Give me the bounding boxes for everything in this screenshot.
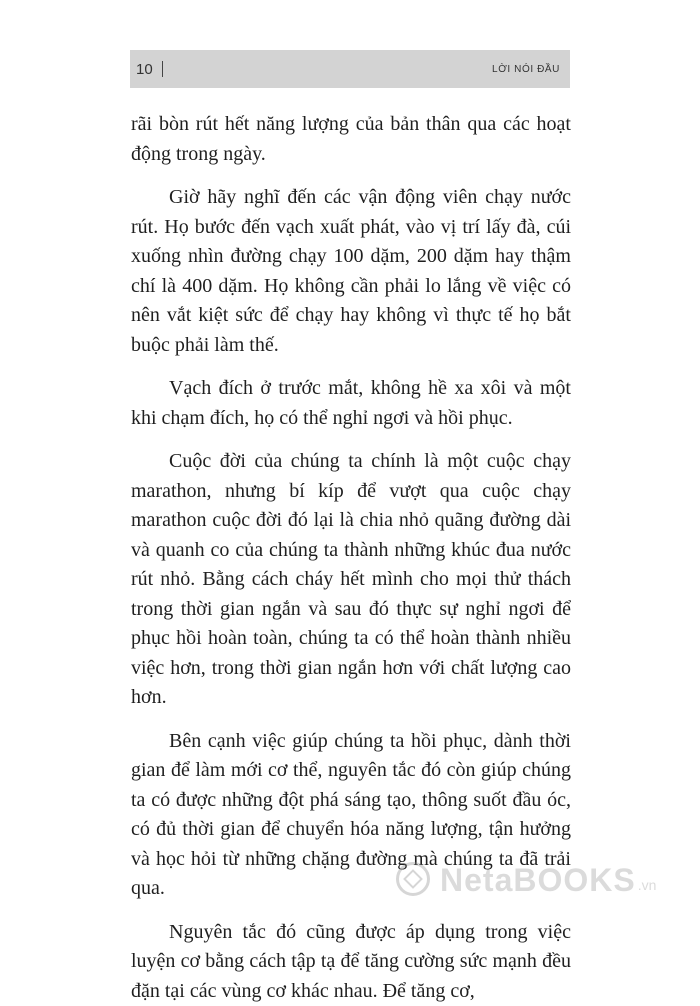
page-number bbox=[136, 61, 163, 78]
publisher-logo-icon bbox=[392, 858, 436, 902]
running-header bbox=[130, 50, 570, 88]
header-separator bbox=[162, 61, 163, 77]
paragraph-muscle: Nguyên tắc đó cũng được áp dụng trong việc luyện cơ bằng cách tập tạ để tăng cường sức mạnh đều đặn tại các vùng cơ khác nhau. Để tăng cơ, bbox=[131, 918, 571, 1006]
paragraph-recovery: Bên cạnh việc giúp chúng ta hồi phục, dành thời gian để làm mới cơ thể, nguyên tắc đó còn giúp chúng ta có được những đột phá sáng tạo, thông suốt đầu óc, có đủ thời gian để chuyển hóa năng lượng, tận hưởng và học hỏi từ những chặng đường mà chúng ta đã trải qua. bbox=[131, 727, 571, 904]
paragraph-continued: rãi bòn rút hết năng lượng của bản thân qua các hoạt động trong ngày. bbox=[131, 110, 571, 169]
publisher-watermark bbox=[392, 858, 656, 902]
watermark-text: NetaBOOKS bbox=[440, 862, 636, 899]
paragraph-sprinters: Giờ hãy nghĩ đến các vận động viên chạy nước rút. Họ bước đến vạch xuất phát, vào vị trí lấy đà, cúi xuống nhìn đường chạy 100 dặm, 200 dặm hay thậm chí là 400 dặm. Họ không cần phải lo lắng về việc có nên vắt kiệt sức để chạy hay không vì thực tế họ bắt buộc phải làm thế. bbox=[131, 183, 571, 360]
watermark-suffix: .vn bbox=[638, 877, 657, 893]
paragraph-marathon: Cuộc đời của chúng ta chính là một cuộc chạy marathon, nhưng bí kíp để vượt qua cuộc chạy marathon cuộc đời đó lại là chia nhỏ quãng đường dài và quanh co của chúng ta thành những khúc đua nước rút nhỏ. Bằng cách cháy hết mình cho mọi thử thách trong thời gian ngắn và sau đó thực sự nghỉ ngơi để phục hồi hoàn toàn, chúng ta có thể hoàn thành nhiều việc hơn, trong thời gian ngắn hơn với chất lượng cao hơn. bbox=[131, 447, 571, 713]
chapter-title: LỜI NÓI ĐẦU bbox=[492, 64, 560, 75]
paragraph-finish-line: Vạch đích ở trước mắt, không hề xa xôi và một khi chạm đích, họ có thể nghỉ ngơi và hồi phục. bbox=[131, 374, 571, 433]
page-number-text: 10 bbox=[136, 61, 153, 78]
